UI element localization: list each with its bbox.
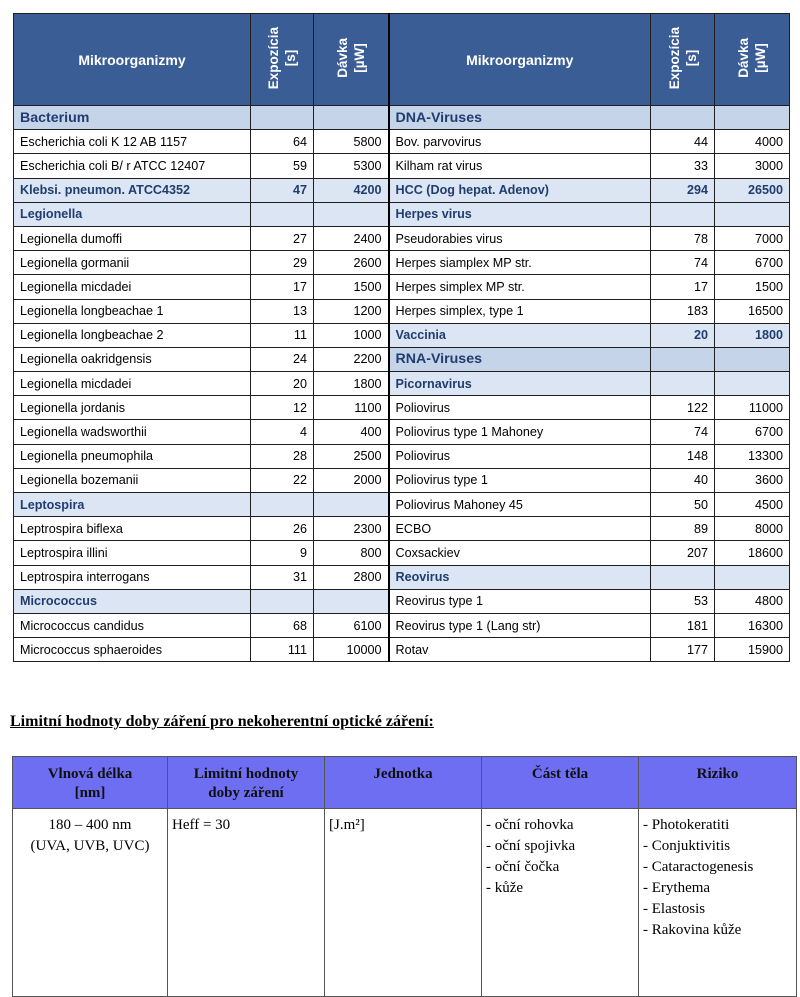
right-organism-name: Picornavirus xyxy=(389,372,651,396)
left-dose-value xyxy=(314,589,389,613)
limits-table-header xyxy=(13,757,797,809)
right-organism-name: Reovirus type 1 xyxy=(389,589,651,613)
right-organism-name: Poliovirus Mahoney 45 xyxy=(389,493,651,517)
left-organism-name: Klebsi. pneumon. ATCC4352 xyxy=(14,178,251,202)
right-exposure-value: 40 xyxy=(651,468,715,492)
micro-table-row xyxy=(14,565,790,589)
right-organism-name: Poliovirus type 1 xyxy=(389,468,651,492)
right-exposure-value: 17 xyxy=(651,275,715,299)
right-dose-value xyxy=(715,565,790,589)
left-exposure-value: 26 xyxy=(251,517,314,541)
micro-table-row xyxy=(14,347,790,371)
right-exposure-value: 207 xyxy=(651,541,715,565)
right-organism-name: ECBO xyxy=(389,517,651,541)
left-exposure-value xyxy=(251,202,314,226)
right-exposure-value: 89 xyxy=(651,517,715,541)
header-right-name: Mikroorganizmy xyxy=(389,14,651,106)
body-part-item: - oční rohovka xyxy=(486,817,574,833)
risk-item: - Erythema xyxy=(643,880,711,896)
micro-table-row xyxy=(14,275,790,299)
left-exposure-value: 64 xyxy=(251,130,314,154)
right-exposure-value: 78 xyxy=(651,226,715,250)
body-part-item: - kůže xyxy=(486,880,524,896)
micro-table-row xyxy=(14,468,790,492)
right-dose-value: 4800 xyxy=(715,589,790,613)
right-exposure-value: 53 xyxy=(651,589,715,613)
risk-item: - Elastosis xyxy=(643,901,706,917)
right-dose-value xyxy=(715,202,790,226)
right-dose-value: 26500 xyxy=(715,178,790,202)
left-exposure-value: 17 xyxy=(251,275,314,299)
header-right-exposure: Expozícia [s] xyxy=(651,14,715,106)
micro-table-body xyxy=(14,106,790,662)
right-dose-value: 13300 xyxy=(715,444,790,468)
left-dose-value: 1500 xyxy=(314,275,389,299)
left-exposure-value: 20 xyxy=(251,372,314,396)
micro-table-row xyxy=(14,420,790,444)
header-left-exposure: Expozícia [s] xyxy=(251,14,314,106)
right-dose-value xyxy=(715,372,790,396)
left-exposure-value: 59 xyxy=(251,154,314,178)
microorganism-table xyxy=(13,13,790,662)
right-exposure-value: 177 xyxy=(651,638,715,662)
left-exposure-value xyxy=(251,493,314,517)
right-organism-name: Pseudorabies virus xyxy=(389,226,651,250)
right-dose-value: 4500 xyxy=(715,493,790,517)
left-organism-name: Micrococcus sphaeroides xyxy=(14,638,251,662)
micro-table-row xyxy=(14,589,790,613)
micro-table-row xyxy=(14,396,790,420)
left-exposure-value: 22 xyxy=(251,468,314,492)
right-exposure-value xyxy=(651,347,715,371)
right-organism-name: Coxsackiev xyxy=(389,541,651,565)
right-dose-value: 3600 xyxy=(715,468,790,492)
right-organism-name: Herpes virus xyxy=(389,202,651,226)
left-organism-name: Micrococcus xyxy=(14,589,251,613)
right-dose-value xyxy=(715,347,790,371)
left-organism-name: Leptospira xyxy=(14,493,251,517)
left-dose-value: 400 xyxy=(314,420,389,444)
left-exposure-value: 29 xyxy=(251,251,314,275)
cell-unit: [J.m²] xyxy=(325,809,482,997)
left-organism-name: Legionella oakridgensis xyxy=(14,347,251,371)
right-organism-name: Poliovirus xyxy=(389,444,651,468)
left-dose-value: 2200 xyxy=(314,347,389,371)
left-organism-name: Legionella gormanii xyxy=(14,251,251,275)
left-organism-name: Leptrospira illini xyxy=(14,541,251,565)
right-dose-value: 16300 xyxy=(715,613,790,637)
left-exposure-value: 11 xyxy=(251,323,314,347)
left-dose-value xyxy=(314,493,389,517)
limits-heading: Limitní hodnoty doby záření pro nekoherentní optické záření: xyxy=(10,713,434,730)
cell-risks xyxy=(639,809,797,997)
left-organism-name: Legionella dumoffi xyxy=(14,226,251,250)
right-exposure-value xyxy=(651,106,715,130)
left-exposure-value: 31 xyxy=(251,565,314,589)
micro-table-row xyxy=(14,638,790,662)
left-exposure-value xyxy=(251,106,314,130)
left-dose-value: 10000 xyxy=(314,638,389,662)
left-dose-value: 1100 xyxy=(314,396,389,420)
right-organism-name: Herpes siamplex MP str. xyxy=(389,251,651,275)
left-organism-name: Legionella jordanis xyxy=(14,396,251,420)
header-right-dose: Dávka [µW] xyxy=(715,14,790,106)
cell-body-parts xyxy=(482,809,639,997)
left-dose-value: 2800 xyxy=(314,565,389,589)
micro-table-row xyxy=(14,299,790,323)
left-dose-value: 1200 xyxy=(314,299,389,323)
left-dose-value: 1000 xyxy=(314,323,389,347)
left-organism-name: Leptrospira biflexa xyxy=(14,517,251,541)
right-exposure-value: 181 xyxy=(651,613,715,637)
right-exposure-value: 183 xyxy=(651,299,715,323)
left-dose-value: 1800 xyxy=(314,372,389,396)
cell-wavelength: 180 – 400 nm (UVA, UVB, UVC) xyxy=(13,809,168,997)
left-organism-name: Legionella xyxy=(14,202,251,226)
left-exposure-value: 27 xyxy=(251,226,314,250)
right-dose-value: 4000 xyxy=(715,130,790,154)
risk-item: - Conjuktivitis xyxy=(643,838,731,854)
risk-item: - Cataractogenesis xyxy=(643,859,754,875)
left-dose-value: 6100 xyxy=(314,613,389,637)
right-organism-name: Poliovirus type 1 Mahoney xyxy=(389,420,651,444)
right-organism-name: RNA-Viruses xyxy=(389,347,651,371)
micro-table-row xyxy=(14,444,790,468)
micro-table-row xyxy=(14,251,790,275)
left-dose-value: 2000 xyxy=(314,468,389,492)
right-exposure-value: 122 xyxy=(651,396,715,420)
right-organism-name: Herpes simplex, type 1 xyxy=(389,299,651,323)
left-exposure-value: 4 xyxy=(251,420,314,444)
left-exposure-value: 9 xyxy=(251,541,314,565)
risk-item: - Rakovina kůže xyxy=(643,922,742,938)
micro-table-row xyxy=(14,226,790,250)
left-organism-name: Legionella micdadei xyxy=(14,275,251,299)
left-dose-value: 2400 xyxy=(314,226,389,250)
right-dose-value: 18600 xyxy=(715,541,790,565)
header-left-dose: Dávka [µW] xyxy=(314,14,389,106)
micro-table-row xyxy=(14,541,790,565)
left-exposure-value: 47 xyxy=(251,178,314,202)
right-dose-value: 16500 xyxy=(715,299,790,323)
right-organism-name: Kilham rat virus xyxy=(389,154,651,178)
left-exposure-value: 28 xyxy=(251,444,314,468)
left-organism-name: Leptrospira interrogans xyxy=(14,565,251,589)
left-dose-value: 2600 xyxy=(314,251,389,275)
header-body-part: Část těla xyxy=(482,757,639,809)
right-exposure-value xyxy=(651,372,715,396)
micro-table-row xyxy=(14,613,790,637)
left-organism-name: Legionella longbeachae 2 xyxy=(14,323,251,347)
micro-table-header xyxy=(14,14,790,106)
limits-table-row xyxy=(13,809,797,997)
header-unit: Jednotka xyxy=(325,757,482,809)
right-exposure-value xyxy=(651,565,715,589)
right-exposure-value: 74 xyxy=(651,420,715,444)
left-dose-value: 4200 xyxy=(314,178,389,202)
right-dose-value xyxy=(715,106,790,130)
micro-table-row xyxy=(14,372,790,396)
left-dose-value: 800 xyxy=(314,541,389,565)
micro-table-row xyxy=(14,106,790,130)
left-dose-value xyxy=(314,106,389,130)
left-exposure-value xyxy=(251,589,314,613)
left-exposure-value: 68 xyxy=(251,613,314,637)
header-risk: Riziko xyxy=(639,757,797,809)
left-organism-name: Escherichia coli K 12 AB 1157 xyxy=(14,130,251,154)
right-dose-value: 1800 xyxy=(715,323,790,347)
left-organism-name: Legionella longbeachae 1 xyxy=(14,299,251,323)
header-wavelength: Vlnová délka [nm] xyxy=(13,757,168,809)
right-dose-value: 1500 xyxy=(715,275,790,299)
right-dose-value: 3000 xyxy=(715,154,790,178)
micro-table-row xyxy=(14,130,790,154)
right-organism-name: DNA-Viruses xyxy=(389,106,651,130)
right-dose-value: 15900 xyxy=(715,638,790,662)
right-exposure-value: 74 xyxy=(651,251,715,275)
left-organism-name: Bacterium xyxy=(14,106,251,130)
right-dose-value: 7000 xyxy=(715,226,790,250)
left-organism-name: Legionella bozemanii xyxy=(14,468,251,492)
left-organism-name: Legionella pneumophila xyxy=(14,444,251,468)
micro-table-row xyxy=(14,517,790,541)
right-organism-name: Reovirus type 1 (Lang str) xyxy=(389,613,651,637)
right-dose-value: 11000 xyxy=(715,396,790,420)
right-exposure-value: 44 xyxy=(651,130,715,154)
left-organism-name: Escherichia coli B/ r ATCC 12407 xyxy=(14,154,251,178)
left-dose-value: 5800 xyxy=(314,130,389,154)
left-exposure-value: 13 xyxy=(251,299,314,323)
right-dose-value: 6700 xyxy=(715,420,790,444)
left-exposure-value: 12 xyxy=(251,396,314,420)
right-organism-name: Herpes simplex MP str. xyxy=(389,275,651,299)
right-organism-name: Reovirus xyxy=(389,565,651,589)
right-organism-name: Bov. parvovirus xyxy=(389,130,651,154)
left-dose-value: 5300 xyxy=(314,154,389,178)
right-exposure-value: 148 xyxy=(651,444,715,468)
left-organism-name: Legionella wadsworthii xyxy=(14,420,251,444)
micro-table-row xyxy=(14,323,790,347)
body-part-item: - oční spojivka xyxy=(486,838,576,854)
header-limit-values: Limitní hodnoty doby záření xyxy=(168,757,325,809)
micro-table-row xyxy=(14,178,790,202)
header-left-name: Mikroorganizmy xyxy=(14,14,251,106)
right-dose-value: 8000 xyxy=(715,517,790,541)
right-exposure-value: 33 xyxy=(651,154,715,178)
right-dose-value: 6700 xyxy=(715,251,790,275)
micro-table-row xyxy=(14,154,790,178)
left-dose-value: 2500 xyxy=(314,444,389,468)
body-part-item: - oční čočka xyxy=(486,859,560,875)
left-exposure-value: 24 xyxy=(251,347,314,371)
right-exposure-value: 20 xyxy=(651,323,715,347)
right-organism-name: HCC (Dog hepat. Adenov) xyxy=(389,178,651,202)
micro-table-row xyxy=(14,202,790,226)
right-organism-name: Poliovirus xyxy=(389,396,651,420)
risk-item: - Photokeratiti xyxy=(643,817,730,833)
micro-table-row xyxy=(14,493,790,517)
left-dose-value: 2300 xyxy=(314,517,389,541)
right-exposure-value xyxy=(651,202,715,226)
left-organism-name: Micrococcus candidus xyxy=(14,613,251,637)
left-organism-name: Legionella micdadei xyxy=(14,372,251,396)
limits-table xyxy=(12,756,797,997)
left-exposure-value: 111 xyxy=(251,638,314,662)
right-organism-name: Rotav xyxy=(389,638,651,662)
left-dose-value xyxy=(314,202,389,226)
right-exposure-value: 50 xyxy=(651,493,715,517)
right-organism-name: Vaccinia xyxy=(389,323,651,347)
cell-limit: Heff = 30 xyxy=(168,809,325,997)
right-exposure-value: 294 xyxy=(651,178,715,202)
